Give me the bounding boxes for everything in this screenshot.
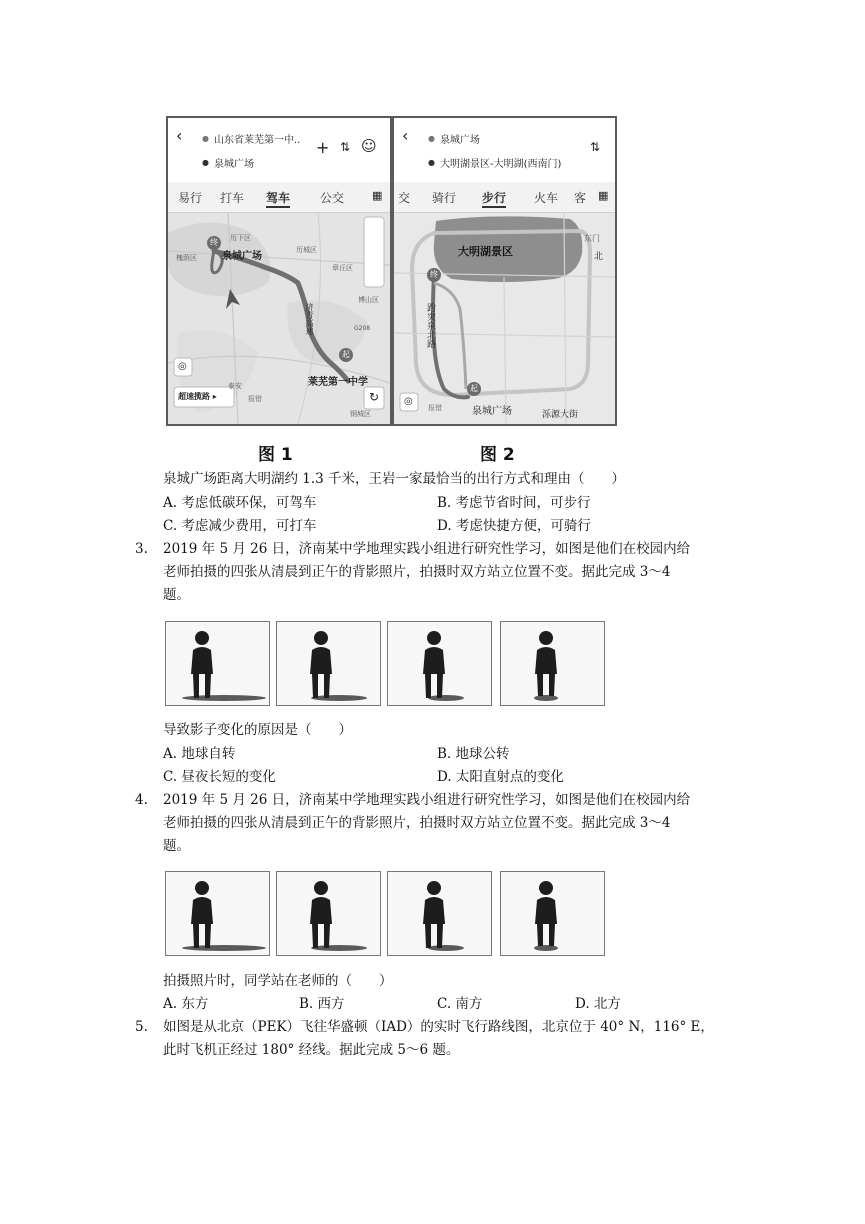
q3-option-a: A. 地球自转 (163, 746, 236, 762)
grid-icon: ▦ (598, 189, 609, 202)
q4-line-2: 老师拍摄的四张从清晨到正午的背影照片，拍摄时双方站立位置不变。据此完成 3～4 (163, 815, 671, 831)
shadow-photo-4 (500, 871, 605, 956)
label-dongmen: 东门 (584, 234, 600, 243)
tab-walk: 步行 (482, 191, 507, 205)
label-road: 趵突泉北路 (425, 303, 435, 348)
label-daming: 大明湖景区 (458, 245, 513, 258)
label-gangcheng: 钢城区 (350, 410, 371, 418)
label-road: 济青高速 (305, 303, 314, 335)
shadow-photo-3 (387, 871, 492, 956)
swap-icon: ⇅ (590, 140, 601, 154)
route-map (168, 213, 390, 424)
label-quancheng: 泉城广场 (222, 251, 262, 262)
q5-line-2: 此时飞机正经过 180° 经线。据此完成 5～6 题。 (163, 1042, 460, 1058)
q4-line-3: 题。 (163, 838, 190, 854)
q5-number: 5. (135, 1019, 148, 1035)
shadow-photo-1 (165, 871, 270, 956)
assistant-icon: ☺ (361, 137, 377, 155)
figure-1-map-screenshot (166, 116, 392, 426)
route-start: 泉城广场 (440, 135, 480, 146)
q4-number: 4. (135, 792, 148, 808)
route-header (168, 118, 390, 182)
shadow-photo-1 (165, 621, 270, 706)
q2-stem: 泉城广场距离大明湖约 1.3 千米，王岩一家最恰当的出行方式和理由（ ） (163, 471, 626, 487)
figure-1-caption: 图 1 (258, 445, 293, 465)
shadow-photo-2 (276, 621, 381, 706)
tab-drive: 驾车 (266, 191, 291, 205)
route-header (394, 118, 615, 182)
report-label: 报错 (248, 395, 262, 403)
end-dot-icon: ● (202, 158, 209, 167)
quick-route-button: 超速揽路 ▸ (178, 392, 217, 401)
end-marker: 起 (470, 384, 478, 393)
q3-stem: 导致影子变化的原因是（ ） (163, 722, 352, 738)
swap-icon: ⇅ (340, 140, 351, 154)
label-g208: G208 (354, 325, 371, 332)
start-dot-icon: ● (428, 134, 435, 143)
figure-2-caption: 图 2 (480, 445, 515, 465)
q4-stem: 拍摄照片时，同学站在老师的（ ） (163, 973, 393, 989)
back-arrow-icon: ‹ (402, 126, 409, 145)
q4-option-c: C. 南方 (437, 996, 483, 1012)
start-marker: 终 (210, 238, 218, 247)
end-dot-icon: ● (428, 158, 435, 167)
shadow-photo-4 (500, 621, 605, 706)
shadow-photo-2 (276, 871, 381, 956)
grid-icon: ▦ (372, 189, 383, 202)
transport-tabs (394, 182, 615, 213)
label-licheng: 历城区 (296, 246, 317, 254)
tab-easy: 易行 (178, 191, 203, 205)
label-bei: 北 (594, 252, 604, 262)
locate-icon: ◎ (178, 361, 187, 372)
label-zhangqiu: 章丘区 (332, 264, 353, 272)
route-end: 大明湖景区-大明湖(西南门) (440, 159, 562, 170)
tab-ride: 骑行 (432, 191, 457, 205)
start-dot-icon: ● (202, 134, 209, 143)
q3-shadow-photos (165, 621, 607, 707)
label-taian: 泰安 (228, 382, 242, 390)
refresh-icon: ↻ (369, 390, 380, 404)
start-marker: 终 (430, 270, 438, 279)
q2-option-b: B. 考虑节省时间，可步行 (437, 495, 591, 511)
label-quancheng: 泉城广场 (472, 406, 512, 417)
q3-option-d: D. 太阳直射点的变化 (437, 769, 564, 785)
tab-bus-partial: 交 (398, 191, 411, 205)
report-label: 报错 (428, 404, 442, 412)
label-boshan: 博山区 (358, 296, 379, 304)
q5-line-1: 如图是从北京（PEK）飞往华盛顿（IAD）的实时飞行路线图，北京位于 40° N，116° E， (163, 1019, 714, 1035)
tab-coach-partial: 客 (574, 191, 587, 205)
route-start: 山东省莱芜第一中.. (214, 135, 301, 146)
q2-option-c: C. 考虑减少费用，可打车 (163, 518, 317, 534)
q4-option-b: B. 西方 (299, 996, 345, 1012)
tab-train: 火车 (534, 191, 559, 205)
add-icon: + (316, 138, 330, 157)
q4-shadow-photos (165, 871, 607, 957)
label-laiwu-school: 莱芜第一中学 (308, 377, 368, 388)
q4-option-a: A. 东方 (163, 996, 209, 1012)
q3-line-1: 2019 年 5 月 26 日，济南某中学地理实践小组进行研究性学习，如图是他们在校园内给 (163, 541, 691, 557)
q3-line-3: 题。 (163, 587, 190, 603)
q3-number: 3. (135, 541, 148, 557)
back-arrow-icon: ‹ (176, 126, 183, 145)
label-luoyuan: 泺源大街 (542, 410, 579, 420)
active-tab-underline (482, 206, 506, 208)
route-end: 泉城广场 (214, 159, 254, 170)
q2-option-a: A. 考虑低碳环保，可驾车 (163, 495, 317, 511)
q3-option-c: C. 昼夜长短的变化 (163, 769, 276, 785)
q2-option-d: D. 考虑快捷方便，可骑行 (437, 518, 591, 534)
figure-2-map-screenshot (392, 116, 617, 426)
q3-option-b: B. 地球公转 (437, 746, 510, 762)
route-map (394, 213, 615, 424)
label-lixia: 历下区 (230, 234, 251, 242)
tab-taxi: 打车 (220, 191, 245, 205)
locate-icon: ◎ (404, 396, 413, 407)
transport-tabs (168, 182, 390, 213)
active-tab-underline (266, 206, 290, 208)
end-marker: 起 (342, 350, 350, 359)
q4-option-d: D. 北方 (575, 996, 621, 1012)
label-huaiyin: 槐荫区 (176, 254, 197, 262)
q4-line-1: 2019 年 5 月 26 日，济南某中学地理实践小组进行研究性学习，如图是他们在校园内给 (163, 792, 691, 808)
tab-bus: 公交 (320, 191, 345, 205)
q3-line-2: 老师拍摄的四张从清晨到正午的背影照片，拍摄时双方站立位置不变。据此完成 3～4 (163, 564, 671, 580)
shadow-photo-3 (387, 621, 492, 706)
